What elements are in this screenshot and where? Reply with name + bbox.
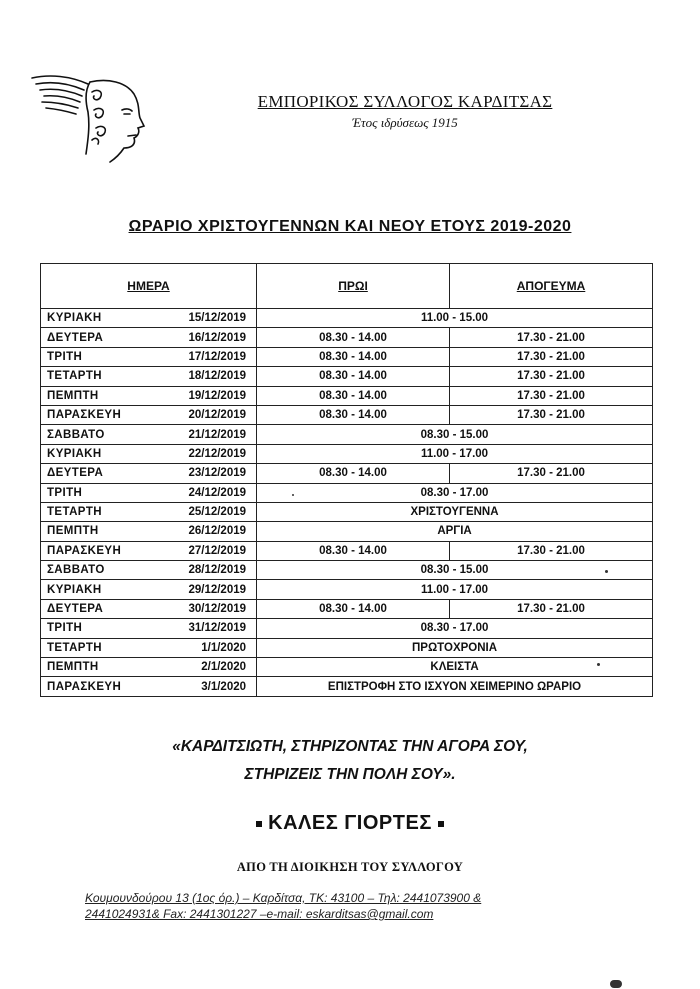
schedule-row <box>41 658 653 677</box>
row-morning-hours: 08.30 - 14.00 <box>257 367 450 386</box>
schedule-row <box>41 309 653 328</box>
row-afternoon-hours: 17.30 - 21.00 <box>450 386 653 405</box>
row-afternoon-hours: 17.30 - 21.00 <box>450 367 653 386</box>
row-hours: 08.30 - 17.00 <box>257 483 653 502</box>
row-afternoon-hours: 17.30 - 21.00 <box>450 347 653 366</box>
row-day: ΠΕΜΠΤΗ <box>41 522 154 541</box>
row-day: ΣΑΒΒΑΤΟ <box>41 425 154 444</box>
schedule-row <box>41 502 653 521</box>
header-afternoon: ΑΠΟΓΕΥΜΑ <box>450 264 653 309</box>
schedule-row <box>41 599 653 618</box>
row-hours: ΚΛΕΙΣΤΑ <box>257 658 653 677</box>
motto-line-1: «ΚΑΡΔΙΤΣΙΩΤΗ, ΣΤΗΡΙΖΟΝΤΑΣ ΤΗΝ ΑΓΟΡΑ ΣΟΥ, <box>172 738 528 755</box>
row-hours: ΕΠΙΣΤΡΟΦΗ ΣΤΟ ΙΣΧΥΟΝ ΧΕΙΜΕΡΙΝΟ ΩΡΑΡΙΟ <box>257 677 653 696</box>
row-date: 22/12/2019 <box>154 444 257 463</box>
schedule-table <box>40 263 653 697</box>
row-date: 16/12/2019 <box>154 328 257 347</box>
row-day: ΤΡΙΤΗ <box>41 347 154 366</box>
row-hours: ΠΡΩΤΟΧΡΟΝΙΑ <box>257 638 653 657</box>
row-date: 21/12/2019 <box>154 425 257 444</box>
greeting <box>100 812 600 835</box>
row-date: 29/12/2019 <box>154 580 257 599</box>
schedule-row <box>41 386 653 405</box>
scan-speck <box>597 663 600 666</box>
schedule-row <box>41 561 653 580</box>
row-day: ΤΡΙΤΗ <box>41 619 154 638</box>
row-day: ΤΕΤΑΡΤΗ <box>41 367 154 386</box>
row-afternoon-hours: 17.30 - 21.00 <box>450 405 653 424</box>
row-date: 15/12/2019 <box>154 309 257 328</box>
row-day: ΤΕΤΑΡΤΗ <box>41 502 154 521</box>
row-day: ΠΕΜΠΤΗ <box>41 658 154 677</box>
row-date: 24/12/2019 <box>154 483 257 502</box>
contact-info <box>85 890 645 922</box>
schedule-row <box>41 405 653 424</box>
row-hours: 11.00 - 17.00 <box>257 444 653 463</box>
row-day: ΚΥΡΙΑΚΗ <box>41 444 154 463</box>
schedule-header-row <box>41 264 653 309</box>
organization-name: ΕΜΠΟΡΙΚΟΣ ΣΥΛΛΟΓΟΣ ΚΑΡΔΙΤΣΑΣ <box>257 92 553 111</box>
schedule-title: ΩΡΑΡΙΟ ΧΡΙΣΤΟΥΓΕΝΝΩΝ ΚΑΙ ΝΕΟΥ ΕΤΟΥΣ 2019-2020 <box>128 218 572 235</box>
row-date: 17/12/2019 <box>154 347 257 366</box>
row-morning-hours: 08.30 - 14.00 <box>257 386 450 405</box>
row-day: ΤΕΤΑΡΤΗ <box>41 638 154 657</box>
row-afternoon-hours: 17.30 - 21.00 <box>450 599 653 618</box>
row-date: 31/12/2019 <box>154 619 257 638</box>
row-day: ΔΕΥΤΕΡΑ <box>41 328 154 347</box>
schedule-row <box>41 677 653 696</box>
row-date: 19/12/2019 <box>154 386 257 405</box>
row-date: 1/1/2020 <box>154 638 257 657</box>
row-date: 25/12/2019 <box>154 502 257 521</box>
schedule-row <box>41 444 653 463</box>
row-day: ΣΑΒΒΑΤΟ <box>41 561 154 580</box>
row-date: 23/12/2019 <box>154 464 257 483</box>
hermes-head-logo <box>30 70 148 166</box>
header-morning: ΠΡΩΙ <box>257 264 450 309</box>
schedule-row <box>41 638 653 657</box>
schedule-row <box>41 580 653 599</box>
row-date: 27/12/2019 <box>154 541 257 560</box>
row-morning-hours: 08.30 - 14.00 <box>257 464 450 483</box>
schedule-row <box>41 541 653 560</box>
row-date: 2/1/2020 <box>154 658 257 677</box>
row-day: ΔΕΥΤΕΡΑ <box>41 599 154 618</box>
schedule-row <box>41 522 653 541</box>
scan-speck <box>610 980 622 988</box>
row-date: 26/12/2019 <box>154 522 257 541</box>
header-day: ΗΜΕΡΑ <box>41 264 257 309</box>
schedule-row <box>41 619 653 638</box>
schedule-row <box>41 464 653 483</box>
row-afternoon-hours: 17.30 - 21.00 <box>450 464 653 483</box>
row-day: ΤΡΙΤΗ <box>41 483 154 502</box>
row-afternoon-hours: 17.30 - 21.00 <box>450 328 653 347</box>
scan-speck <box>292 494 294 496</box>
row-hours: 08.30 - 15.00 <box>257 425 653 444</box>
scan-speck <box>605 570 608 573</box>
row-date: 20/12/2019 <box>154 405 257 424</box>
row-morning-hours: 08.30 - 14.00 <box>257 405 450 424</box>
row-day: ΠΕΜΠΤΗ <box>41 386 154 405</box>
row-morning-hours: 08.30 - 14.00 <box>257 599 450 618</box>
row-hours: 11.00 - 15.00 <box>257 309 653 328</box>
row-morning-hours: 08.30 - 14.00 <box>257 541 450 560</box>
row-date: 18/12/2019 <box>154 367 257 386</box>
row-morning-hours: 08.30 - 14.00 <box>257 347 450 366</box>
square-bullet-icon <box>256 821 262 827</box>
founded-year: Έτος ιδρύσεως 1915 <box>352 115 458 130</box>
row-date: 3/1/2020 <box>154 677 257 696</box>
row-hours: ΧΡΙΣΤΟΥΓΕΝΝΑ <box>257 502 653 521</box>
contact-line-1: Κουμουνδούρου 13 (1ος όρ.) – Καρδίτσα, ΤΚ: 43100 – Τηλ: 2441073900 & <box>85 891 482 905</box>
motto-line-2: ΣΤΗΡΙΖΕΙΣ ΤΗΝ ΠΟΛΗ ΣΟΥ». <box>244 766 456 783</box>
schedule-row <box>41 483 653 502</box>
row-date: 28/12/2019 <box>154 561 257 580</box>
row-day: ΠΑΡΑΣΚΕΥΗ <box>41 541 154 560</box>
row-hours: 08.30 - 15.00 <box>257 561 653 580</box>
row-day: ΚΥΡΙΑΚΗ <box>41 580 154 599</box>
square-bullet-icon <box>438 821 444 827</box>
schedule-row <box>41 367 653 386</box>
row-hours: ΑΡΓΙΑ <box>257 522 653 541</box>
row-afternoon-hours: 17.30 - 21.00 <box>450 541 653 560</box>
schedule-row <box>41 347 653 366</box>
row-morning-hours: 08.30 - 14.00 <box>257 328 450 347</box>
greeting-text: ΚΑΛΕΣ ΓΙΟΡΤΕΣ <box>268 812 432 834</box>
schedule-row <box>41 328 653 347</box>
row-hours: 11.00 - 17.00 <box>257 580 653 599</box>
row-day: ΚΥΡΙΑΚΗ <box>41 309 154 328</box>
row-day: ΠΑΡΑΣΚΕΥΗ <box>41 405 154 424</box>
contact-line-2: 2441024931& Fax: 2441301227 –e-mail: eskarditsas@gmail.com <box>85 907 434 921</box>
signature-line: ΑΠΟ ΤΗ ΔΙΟΙΚΗΣΗ ΤΟΥ ΣΥΛΛΟΓΟΥ <box>236 860 464 874</box>
row-day: ΔΕΥΤΕΡΑ <box>41 464 154 483</box>
schedule-row <box>41 425 653 444</box>
row-date: 30/12/2019 <box>154 599 257 618</box>
row-hours: 08.30 - 17.00 <box>257 619 653 638</box>
row-day: ΠΑΡΑΣΚΕΥΗ <box>41 677 154 696</box>
